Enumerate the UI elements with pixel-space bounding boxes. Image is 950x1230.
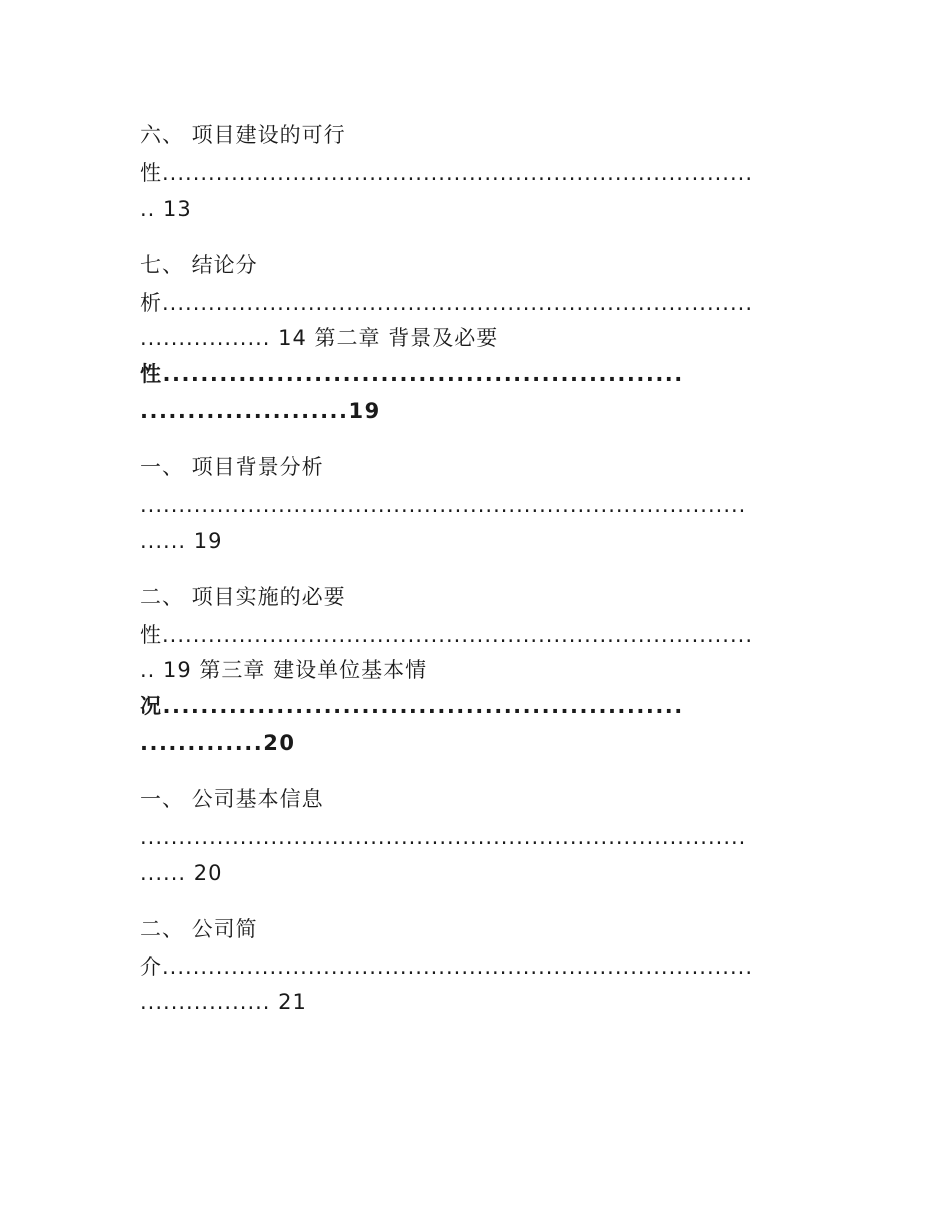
toc-line-chapter: .............20	[140, 731, 296, 755]
toc-line-chapter: 性.......................................................	[140, 362, 684, 386]
toc-line: ...............................................................................	[140, 493, 747, 517]
toc-line: 七、 结论分	[140, 253, 258, 277]
toc-line: ...............................................................................	[140, 825, 747, 849]
toc-line: 二、 项目实施的必要	[140, 585, 346, 609]
toc-line-chapter: ......................19	[140, 399, 381, 423]
toc-line-chapter: 况.......................................................	[140, 694, 684, 718]
toc-line: 介.............................................................................	[140, 955, 753, 979]
toc-line: .. 19 第三章 建设单位基本情	[140, 658, 428, 682]
toc-line: 一、 公司基本信息	[140, 787, 324, 811]
toc-line: ................. 21	[140, 990, 307, 1014]
toc-line: 六、 项目建设的可行	[140, 123, 346, 147]
toc-line: 一、 项目背景分析	[140, 455, 324, 479]
toc-line: ................. 14 第二章 背景及必要	[140, 326, 499, 350]
toc-line: 析.............................................................................	[140, 291, 753, 315]
toc-line: 二、 公司简	[140, 917, 258, 941]
toc-line: ...... 19	[140, 529, 223, 553]
toc-line: 性.............................................................................	[140, 161, 753, 185]
toc-line: .. 13	[140, 197, 192, 221]
toc-line: 性.............................................................................	[140, 623, 753, 647]
toc-line: ...... 20	[140, 861, 223, 885]
